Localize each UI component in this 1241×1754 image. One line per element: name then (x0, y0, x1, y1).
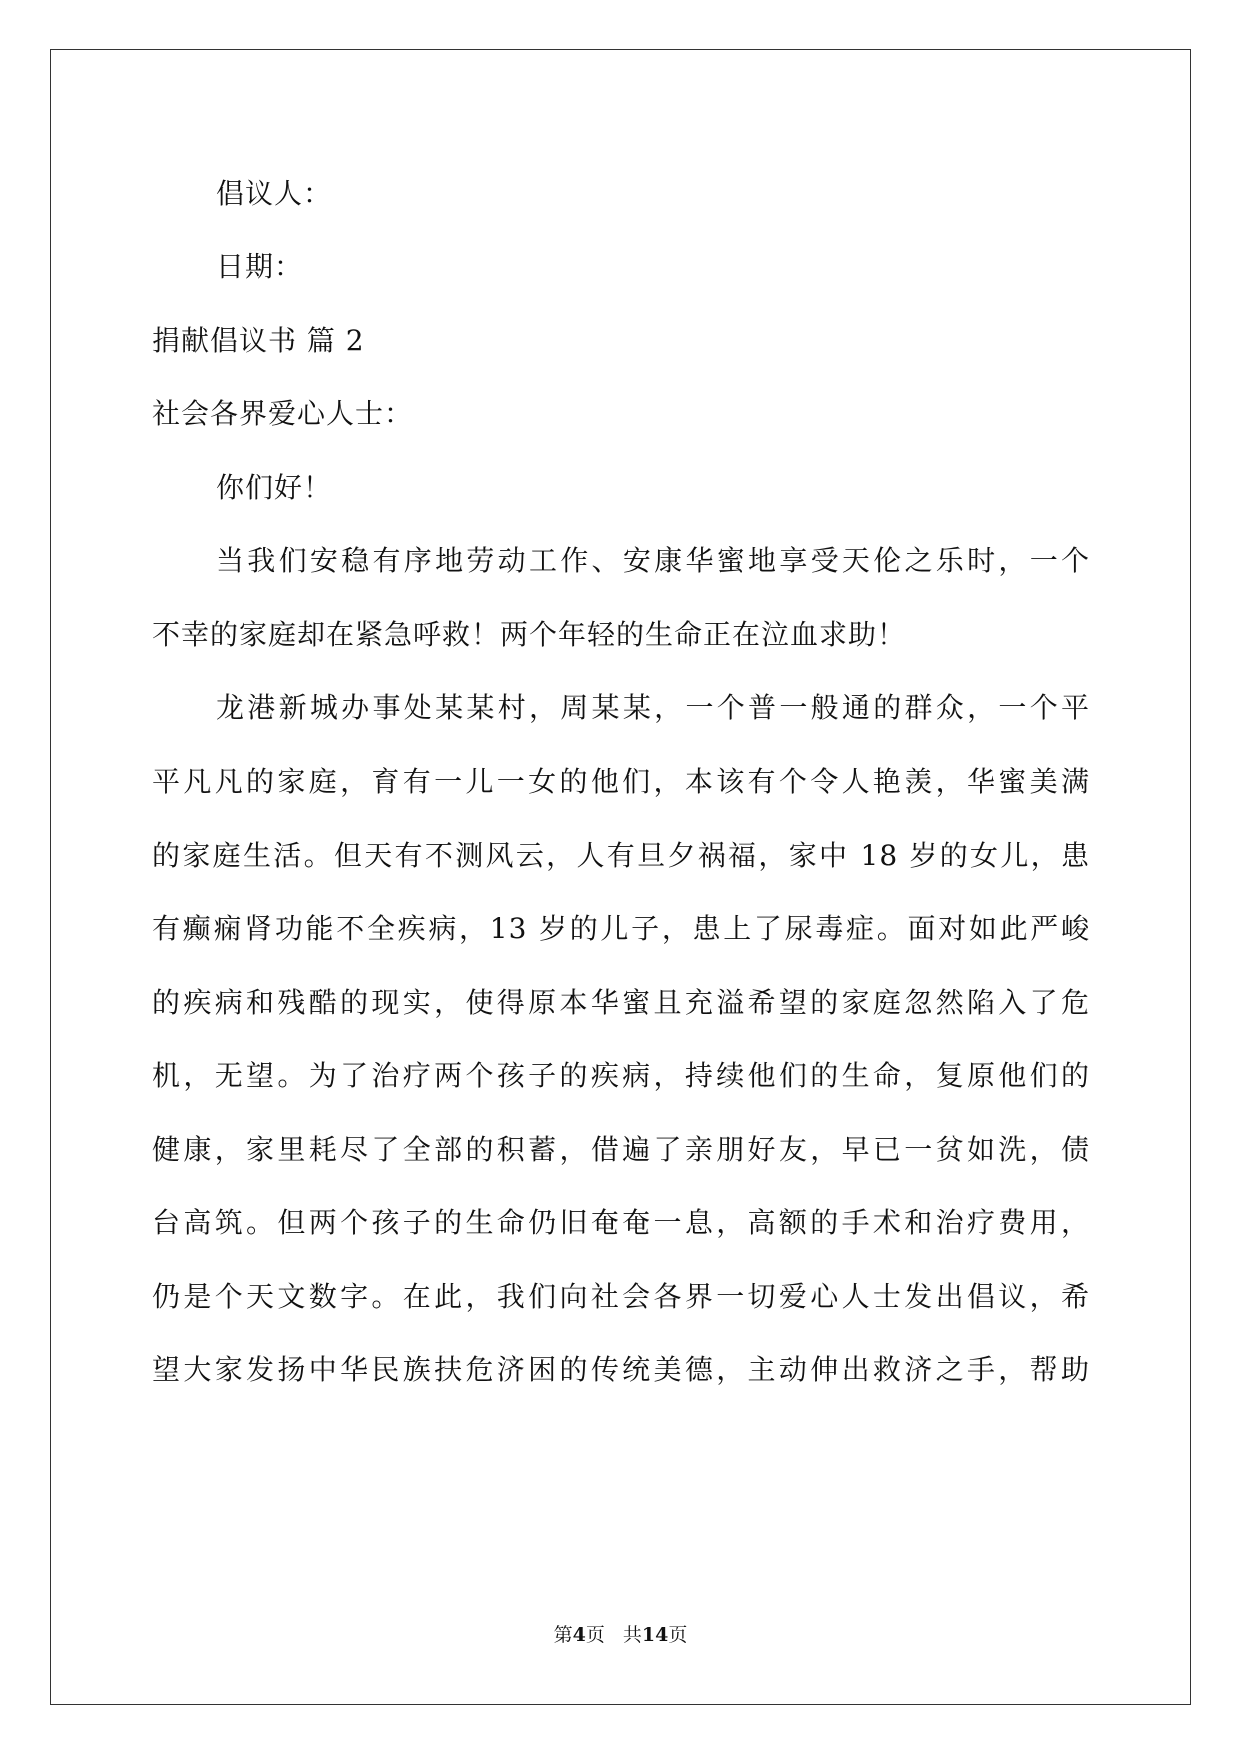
body-line: 龙港新城办事处某某村，周某某，一个普一般通的群众，一个平 (216, 691, 1090, 724)
current-page-number: 4 (572, 1624, 586, 1646)
body-line: 平凡凡的家庭，育有一儿一女的他们，本该有个令人艳羡，华蜜美满 (152, 765, 1090, 798)
greeting: 你们好！ (216, 471, 333, 504)
footer-prefix: 第 (553, 1624, 573, 1646)
section-heading: 捐献倡议书 篇 2 (152, 324, 365, 357)
body-line: 的疾病和残酷的现实，使得原本华蜜且充溢希望的家庭忽然陷入了危 (152, 986, 1090, 1019)
body-line: 不幸的家庭却在紧急呼救！两个年轻的生命正在泣血求助！ (152, 618, 907, 651)
footer-total-prefix: 共 (622, 1624, 642, 1646)
salutation: 社会各界爱心人士： (152, 397, 414, 430)
body-line: 仍是个天文数字。在此，我们向社会各界一切爱心人士发出倡议，希 (152, 1280, 1090, 1313)
page-footer (0, 1623, 1241, 1647)
footer-page-unit: 页 (585, 1624, 605, 1646)
body-line: 有癫痫肾功能不全疾病，13 岁的儿子，患上了尿毒症。面对如此严峻 (152, 912, 1090, 945)
page-border (50, 49, 1191, 1705)
initiator-line: 倡议人： (216, 177, 333, 210)
body-line: 当我们安稳有序地劳动工作、安康华蜜地享受天伦之乐时，一个 (216, 544, 1090, 577)
footer-total-unit: 页 (668, 1624, 688, 1646)
body-line: 机，无望。为了治疗两个孩子的疾病，持续他们的生命，复原他们的 (152, 1059, 1090, 1092)
body-line: 健康，家里耗尽了全部的积蓄，借遍了亲朋好友，早已一贫如洗，债 (152, 1133, 1090, 1166)
body-line: 的家庭生活。但天有不测风云，人有旦夕祸福，家中 18 岁的女儿，患 (152, 839, 1090, 872)
date-line: 日期： (216, 250, 304, 283)
body-line: 台高筑。但两个孩子的生命仍旧奄奄一息，高额的手术和治疗费用， (152, 1206, 1090, 1239)
body-line: 望大家发扬中华民族扶危济困的传统美德，主动伸出救济之手，帮助 (152, 1353, 1090, 1386)
total-page-number: 14 (641, 1624, 669, 1646)
